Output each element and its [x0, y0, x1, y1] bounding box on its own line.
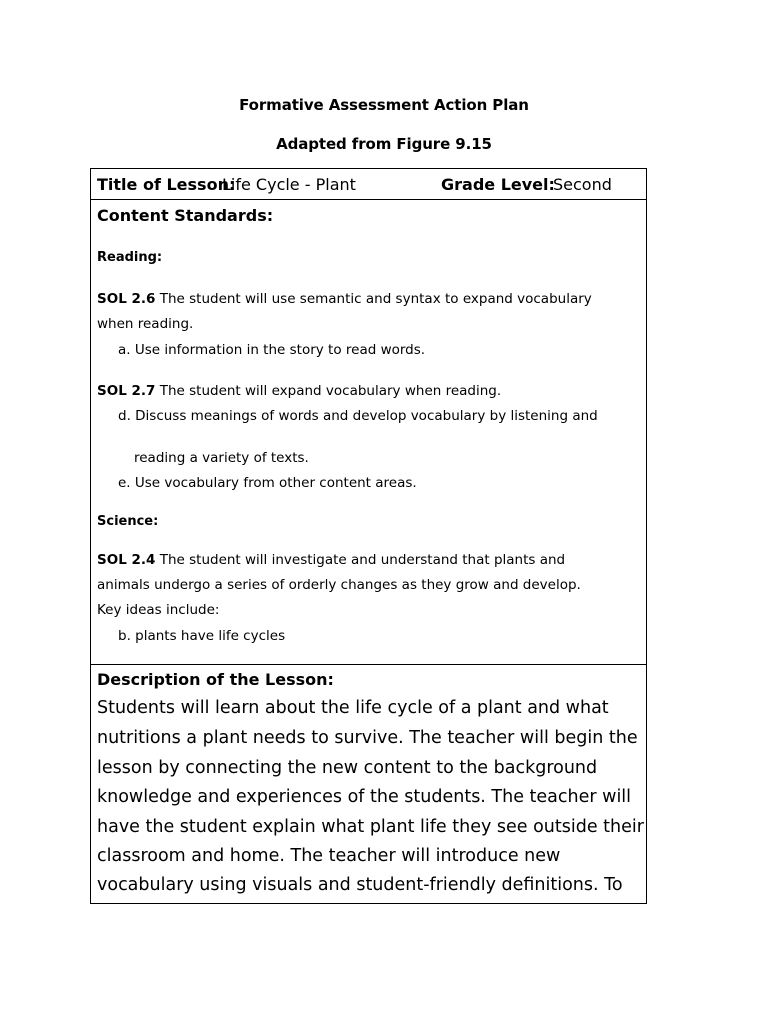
title-of-lesson-label: Title of Lesson: — [97, 175, 236, 194]
sol-2-4-item-b: b. plants have life cycles — [118, 628, 286, 644]
description-heading: Description of the Lesson: — [97, 670, 334, 689]
description-line: knowledge and experiences of the students. The teacher will — [97, 787, 632, 807]
grade-level-value: Second — [553, 175, 612, 194]
description-line: vocabulary using visuals and student-friendly definitions. To — [97, 875, 623, 895]
title-of-lesson-value: Life Cycle - Plant — [222, 175, 356, 194]
lesson-title-row — [91, 169, 646, 200]
description-line: classroom and home. The teacher will introduce new — [97, 846, 561, 866]
sol-2-4-code: SOL 2.4 — [97, 552, 156, 568]
sol-2-4-line3: Key ideas include: — [97, 602, 220, 618]
sol-2-7-code: SOL 2.7 — [97, 383, 156, 399]
reading-label: Reading: — [97, 250, 163, 265]
sol-2-6-line1 — [97, 291, 592, 307]
grade-level-label: Grade Level: — [441, 175, 555, 194]
description-line: nutritions a plant needs to survive. The teacher will begin the — [97, 728, 638, 748]
sol-2-6-text: The student will use semantic and syntax to expand vocabulary — [159, 291, 592, 307]
document-subtitle: Adapted from Figure 9.15 — [276, 135, 492, 153]
sol-2-4-text: The student will investigate and understand that plants and — [159, 552, 566, 568]
sol-2-7-item-d-line2: reading a variety of texts. — [134, 450, 309, 466]
description-line: lesson by connecting the new content to the background — [97, 758, 598, 778]
sol-2-7-item-e: e. Use vocabulary from other content areas. — [118, 475, 417, 491]
document-title: Formative Assessment Action Plan — [239, 96, 529, 114]
description-line: have the student explain what plant life they see outside their — [97, 817, 644, 837]
description-line: Students will learn about the life cycle of a plant and what — [97, 698, 609, 718]
sol-2-6-code: SOL 2.6 — [97, 291, 156, 307]
lesson-plan-table — [90, 168, 647, 904]
content-standards-heading: Content Standards: — [97, 206, 274, 225]
sol-2-7-item-d-line1: d. Discuss meanings of words and develop vocabulary by listening and — [118, 408, 598, 424]
content-standards-cell — [91, 200, 646, 665]
sol-2-4-line1 — [97, 552, 565, 568]
sol-2-7-text: The student will expand vocabulary when reading. — [159, 383, 502, 399]
lesson-description-cell — [91, 665, 646, 903]
sol-2-6-line2: when reading. — [97, 316, 194, 332]
sol-2-7-line1 — [97, 383, 501, 399]
sol-2-4-line2: animals undergo a series of orderly changes as they grow and develop. — [97, 577, 581, 593]
science-label: Science: — [97, 514, 159, 529]
sol-2-6-item-a: a. Use information in the story to read words. — [118, 342, 426, 358]
